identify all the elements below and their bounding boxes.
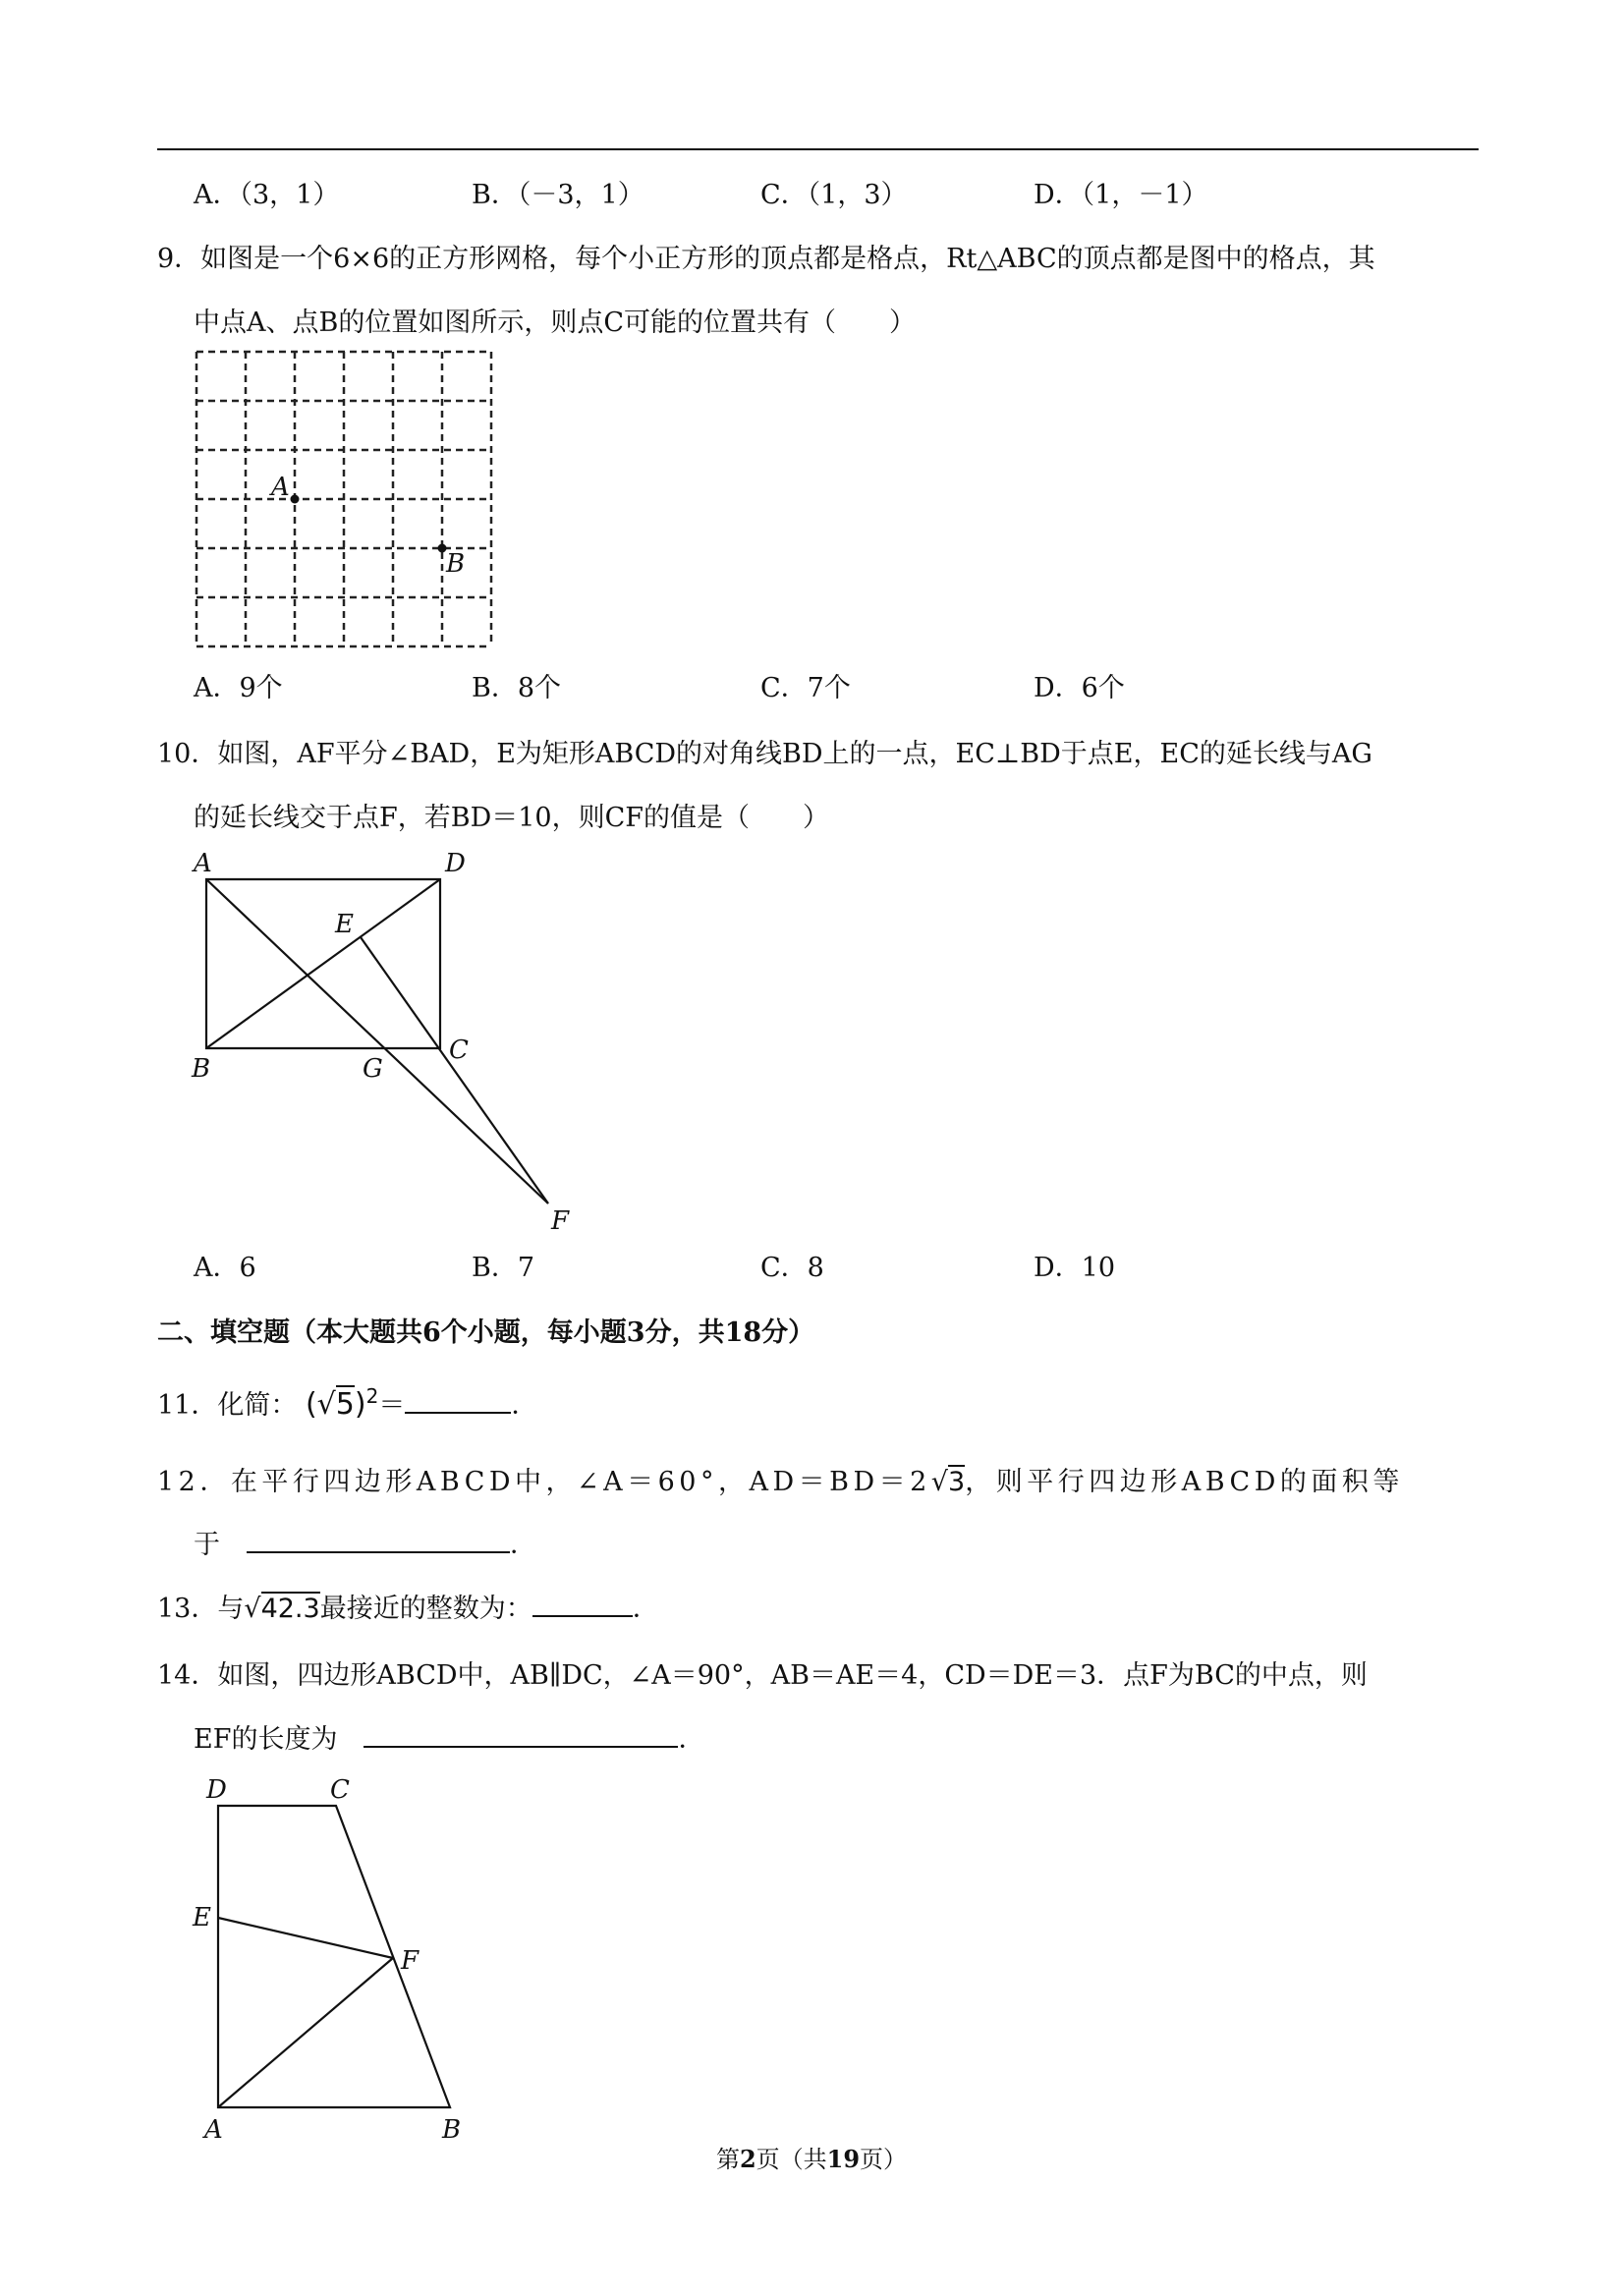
q13-radicand: 42.3	[260, 1594, 320, 1624]
q10-option-c: C．8	[760, 1253, 824, 1283]
q12-radicand: 3	[948, 1467, 966, 1497]
q8-option-b: B．（－3，1）	[472, 180, 644, 210]
q12-text-b: ，则平行四边形ABCD的面积等	[965, 1467, 1404, 1497]
q11-equals: ＝	[378, 1390, 406, 1421]
label-d: D	[206, 1775, 227, 1805]
q10-rectangle-figure	[182, 840, 594, 1236]
label-e: E	[335, 910, 354, 939]
q11-exponent: 2	[365, 1384, 379, 1408]
section-heading-fill-in: 二、填空题（本大题共6个小题，每小题3分，共18分）	[157, 1317, 815, 1348]
label-g: G	[363, 1054, 383, 1084]
label-a: A	[194, 849, 212, 878]
q11-line	[157, 1383, 537, 1422]
q8-option-d: D．（1，－1）	[1034, 180, 1208, 210]
label-b: B	[192, 1054, 211, 1084]
line-ef	[361, 937, 548, 1204]
label-f: F	[551, 1206, 570, 1236]
q13-answer-blank[interactable]	[532, 1590, 633, 1617]
q9-grid-figure	[177, 334, 521, 668]
grid-points	[269, 473, 465, 579]
q14-line2	[194, 1717, 704, 1756]
label-d: D	[445, 849, 466, 878]
q12-answer-blank[interactable]	[247, 1526, 510, 1553]
q9-options	[194, 666, 1471, 701]
q9-option-d: D．6个	[1034, 673, 1125, 703]
q11-prefix: 11．化简：	[157, 1390, 298, 1421]
q9-line2: 中点A、点B的位置如图所示，则点C可能的位置共有（ ）	[194, 308, 916, 338]
footer-pre: 第	[715, 2146, 740, 2173]
q13-end: ．	[632, 1594, 659, 1624]
q9-option-a: A．9个	[194, 673, 283, 703]
segment-ef	[218, 1918, 393, 1958]
label-b: B	[442, 2115, 462, 2145]
label-c: C	[330, 1775, 350, 1805]
q11-answer-blank[interactable]	[405, 1386, 511, 1414]
q9-option-b: B．8个	[472, 673, 562, 703]
footer-post: 页）	[860, 2146, 908, 2173]
q12-prefix: 于	[194, 1530, 220, 1560]
footer-mid: 页（共	[756, 2146, 827, 2173]
label-a: A	[271, 473, 290, 502]
q11-radicand: 5	[335, 1387, 355, 1422]
label-a: A	[204, 2115, 223, 2145]
q14-answer-blank[interactable]	[364, 1720, 678, 1748]
q13-line: 13．与√42.3最接近的整数为： ．	[157, 1587, 659, 1625]
label-c: C	[449, 1036, 469, 1065]
q11-expression: $(√5)^2$	[305, 1384, 379, 1422]
q12-text-a: 12．在平行四边形ABCD中，∠A＝60°，AD＝BD＝2	[157, 1467, 931, 1497]
label-e: E	[193, 1903, 211, 1932]
q10-line2: 的延长线交于点F，若BD＝10，则CF的值是（ ）	[194, 803, 829, 833]
footer-total-pages: 19	[826, 2145, 861, 2173]
q10-options	[194, 1246, 1471, 1281]
q14-prefix: EF的长度为	[194, 1724, 338, 1755]
q14-line1: 14．如图，四边形ABCD中，AB∥DC，∠A＝90°，AB＝AE＝4，CD＝DE＝3．点F为BC的中点，则	[157, 1660, 1368, 1691]
q12-line2	[194, 1523, 536, 1561]
q8-options	[194, 173, 1471, 208]
page-footer	[0, 2140, 1623, 2174]
q12-line1: 12．在平行四边形ABCD中，∠A＝60°，AD＝BD＝2√3，则平行四边形ABCD的面积等	[157, 1467, 1404, 1497]
label-b: B	[446, 549, 466, 579]
q13-prefix: 13．与	[157, 1594, 245, 1624]
q9-line1: 9．如图是一个6×6的正方形网格，每个小正方形的顶点都是格点，Rt△ABC的顶点都是图中的格点，其	[157, 244, 1375, 274]
q8-option-c: C．（1，3）	[760, 180, 908, 210]
q13-suffix: 最接近的整数为：	[319, 1594, 532, 1624]
q10-option-d: D．10	[1034, 1253, 1116, 1283]
header-rule	[157, 148, 1479, 150]
q12-end: ．	[510, 1530, 536, 1560]
segment-af	[218, 1958, 393, 2107]
grid-lines	[196, 352, 491, 646]
q10-line1: 10．如图，AF平分∠BAD，E为矩形ABCD的对角线BD上的一点，EC⊥BD于点E，EC的延长线与AG	[157, 739, 1372, 769]
q10-option-a: A．6	[194, 1253, 256, 1283]
q9-option-c: C．7个	[760, 673, 851, 703]
diagonal-bd	[206, 879, 440, 1048]
line-af	[206, 879, 548, 1204]
footer-page-number: 2	[739, 2145, 756, 2173]
q10-option-b: B．7	[472, 1253, 535, 1283]
q14-end: ．	[678, 1724, 705, 1755]
q11-end: ．	[511, 1390, 538, 1421]
q8-option-a: A．（3，1）	[194, 180, 340, 210]
label-f: F	[401, 1946, 420, 1976]
point-a	[291, 495, 300, 504]
q14-trapezoid-figure	[187, 1768, 501, 2152]
